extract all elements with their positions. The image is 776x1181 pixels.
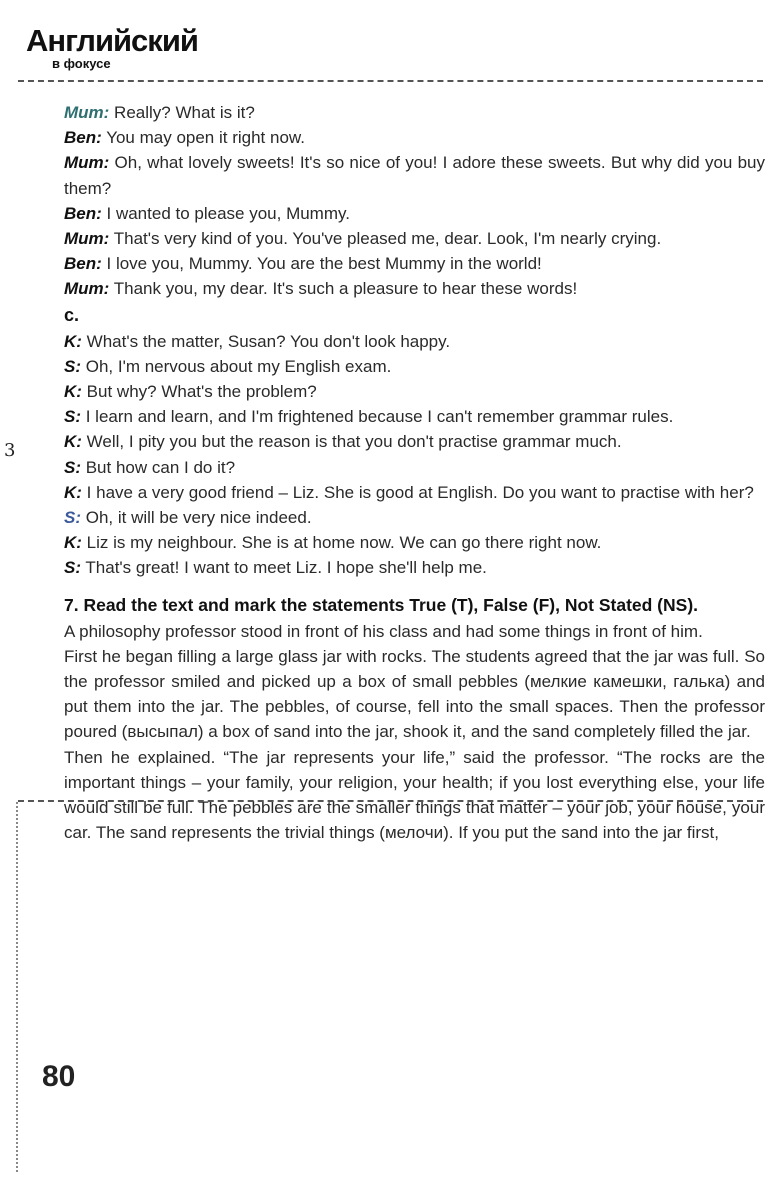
line-text: Oh, what lovely sweets! It's so nice of you! I adore these sweets. But why did you buy them? <box>64 153 765 198</box>
speaker-label: Mum: <box>64 229 110 249</box>
line-text: Oh, I'm nervous about my English exam. <box>81 356 392 376</box>
margin-number: 3 <box>4 440 16 461</box>
reading-paragraph: A philosophy professor stood in front of his class and had some things in front of him. <box>64 621 703 641</box>
line-text: Really? What is it? <box>109 103 255 122</box>
line-text: I have a very good friend – Liz. She is good at English. Do you want to practise with her? <box>81 482 754 502</box>
speaker-label: Ben: <box>64 128 102 148</box>
dialogue-line <box>64 455 765 480</box>
dialogue-b <box>64 100 765 302</box>
line-text: That's great! I want to meet Liz. I hope she'll help me. <box>81 558 487 578</box>
dialogue-line <box>64 354 765 379</box>
header-divider <box>18 80 763 82</box>
speaker-label: K: <box>64 482 82 502</box>
footer-divider <box>18 800 763 802</box>
dialogue-line <box>64 429 765 454</box>
speaker-label: Mum: <box>64 153 110 173</box>
dialogue-line <box>64 226 765 251</box>
speaker-label: K: <box>64 533 82 553</box>
line-text: Thank you, my dear. It's such a pleasure to hear these words! <box>109 279 578 299</box>
reading-paragraph: First he began filling a large glass jar with rocks. The students agreed that the jar was full. So the professor smiled and picked up a box of small pebbles (мелкие камешки, галька) and put them into the jar. The pebbles, of course, fell into the small spaces. Then the professor poured (высыпал) a box of sand into the jar, shook it, and the sand completely filled the jar. <box>64 646 765 742</box>
line-text: What's the matter, Susan? You don't look happy. <box>81 331 451 351</box>
logo-sub-text: в фокусе <box>52 56 111 71</box>
dialogue-line <box>64 100 765 125</box>
line-text: You may open it right now. <box>101 128 305 148</box>
line-text: Liz is my neighbour. She is at home now. We can go there right now. <box>81 533 602 553</box>
line-text: But how can I do it? <box>81 457 236 477</box>
reading-paragraph: Then he explained. “The jar represents your life,” said the professor. “The rocks are the important things – your family, your religion, your health; if you lost everything else, your life would still be full. The pebbles are the smaller things that matter – your job, your house, your car. The sand represents the trivial things (мелочи). If you put the sand into the jar first, <box>64 747 765 843</box>
dialogue-line <box>64 251 765 276</box>
dialogue-line <box>64 404 765 429</box>
speaker-label: S: <box>64 558 81 578</box>
series-logo <box>26 24 196 74</box>
line-text: I learn and learn, and I'm frightened because I can't remember grammar rules. <box>81 407 674 427</box>
dialogue-line <box>64 480 765 505</box>
speaker-label: Mum: <box>64 279 110 299</box>
dialogue-line <box>64 555 765 580</box>
line-text: But why? What's the problem? <box>81 382 317 402</box>
speaker-label: S: <box>64 508 81 528</box>
speaker-label: K: <box>64 432 82 452</box>
line-text: I love you, Mummy. You are the best Mummy in the world! <box>101 254 542 274</box>
dialogue-line <box>64 150 765 200</box>
dialogue-line <box>64 329 765 354</box>
line-text: I wanted to please you, Mummy. <box>101 203 350 223</box>
speaker-label: K: <box>64 331 82 351</box>
dialogue-line <box>64 276 765 301</box>
dialogue-line <box>64 379 765 404</box>
speaker-label: K: <box>64 382 82 402</box>
task-7-heading: 7. Read the text and mark the statements True (T), False (F), Not Stated (NS). <box>64 594 699 615</box>
dialogue-line <box>64 530 765 555</box>
line-text: Well, I pity you but the reason is that you don't practise grammar much. <box>81 432 622 452</box>
speaker-label: S: <box>64 407 81 427</box>
logo-main-text: Английский <box>26 23 198 58</box>
dialogue-line <box>64 125 765 150</box>
page-number: 80 <box>42 1060 76 1093</box>
dialogue-line <box>64 505 765 530</box>
speaker-label: Ben: <box>64 203 102 223</box>
speaker-label: S: <box>64 356 81 376</box>
line-text: That's very kind of you. You've pleased me, dear. Look, I'm nearly crying. <box>109 229 662 249</box>
margin-dotted-line <box>16 802 18 1172</box>
dialogue-c <box>64 329 765 581</box>
section-c-label: c. <box>64 304 80 325</box>
speaker-label: S: <box>64 457 81 477</box>
dialogue-line <box>64 201 765 226</box>
speaker-label: Mum: <box>64 103 110 122</box>
page-content <box>64 100 765 845</box>
speaker-label: Ben: <box>64 254 102 274</box>
line-text: Oh, it will be very nice indeed. <box>81 508 312 528</box>
